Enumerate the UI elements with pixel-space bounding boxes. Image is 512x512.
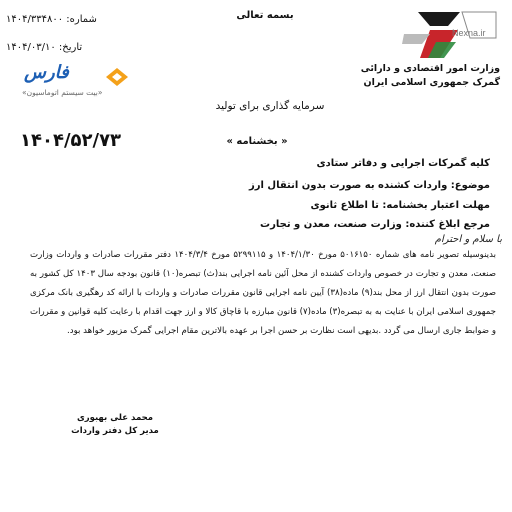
- fars-logo-text: فارس: [24, 62, 69, 83]
- letter-date-field: تاریخ: ۱۴۰۴/۰۳/۱۰: [6, 42, 83, 53]
- letter-body-paragraph: بدینوسیله تصویر نامه های شماره ۵۰۱۶۱۵۰ مورخ ۱۴۰۴/۱/۳۰ و ۵۲۹۹۱۱۵ مورخ ۱۴۰۴/۳/۴ دفتر مقررات صادرات و واردات وزارت صنعت، معدن و تجارت در خصوص واردات کشنده از محل آئین نامه اجرایی بند(ث) تبصره(۱۰) قانون بودجه سال ۱۴۰۳ کل کشور به صورت بدون انتقال ارز از محل بند(۹) ماده(۳۸) آیین نامه اجرایی قانون مقررات صادرات و واردات با ارائه کد رهگیری بانک مرکزی جمهوری اسلامی ایران با عنایت به به تبصره(۳) ماده(۷) قانون مبارزه با قاچاق کالا و ارز جهت اقدام با رعایت کلیه قوانین و مقررات و ضوابط جاری ارسال می گردد .بدیهی است نظارت بر حسن اجرا بر عهده بالاترین مقام اجرایی گمرک مزبور خواهد بود.: [30, 250, 496, 336]
- recipients-line: کلیه گمرکات اجرایی و دفاتر ستادی: [316, 158, 490, 169]
- signer-name: محمد علی بهبوری: [76, 413, 154, 423]
- validity-line: مهلت اعتبار بخشنامه: تا اطلاع ثانوی: [310, 200, 490, 211]
- circular-label: « بخشنامه »: [226, 136, 288, 147]
- slogan: سرمایه گذاری برای تولید: [215, 100, 325, 112]
- bismillah-heading: بسمه تعالی: [236, 10, 294, 21]
- subject-line: موضوع: واردات کشنده به صورت بدون انتقال ارز: [248, 180, 490, 191]
- handwritten-greeting: با سلام و احترام: [434, 234, 502, 245]
- fars-logo-subtitle: «بیت سیستم اتوماسیون»: [22, 88, 103, 97]
- ministry-name: [300, 62, 500, 90]
- watermark-text: Nexna.ir: [452, 28, 486, 38]
- signature-block: [60, 412, 170, 438]
- ministry-line-2: گمرک جمهوری اسلامی ایران: [363, 77, 500, 88]
- signer-title: مدیر کل دفتر واردات: [71, 426, 159, 436]
- circular-number: ۱۴۰۴/۵۲/۷۳: [20, 130, 122, 151]
- letter-number-field: شماره: ۱۴۰۴/۳۳۴۸۰۰: [6, 14, 97, 25]
- issuer-line: مرجع ابلاغ کننده: وزارت صنعت، معدن و تجارت: [260, 219, 490, 230]
- ministry-line-1: وزارت امور اقتصادی و دارائی: [360, 63, 500, 74]
